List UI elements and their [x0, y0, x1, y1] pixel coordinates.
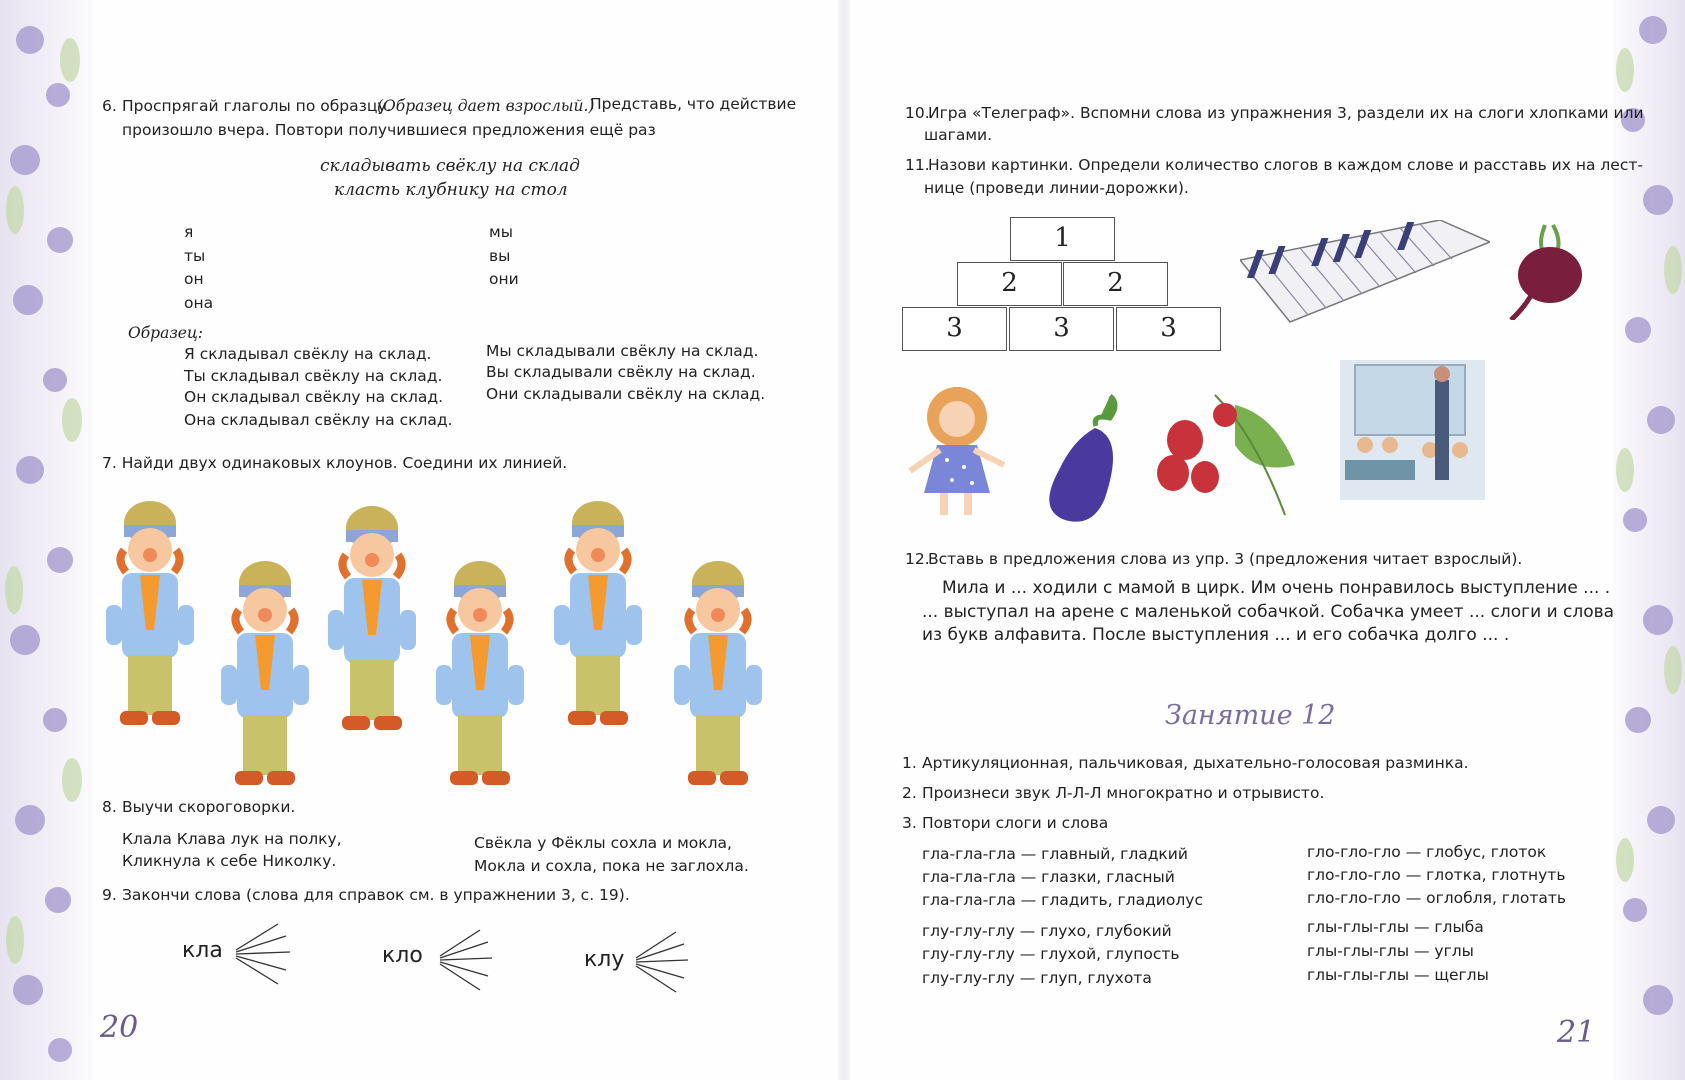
word-arrows-icon [234, 920, 714, 1000]
tongue-twister-1-line: Клала Клава лук на полку, [122, 830, 342, 848]
ex6-instruction: Проспрягай глаголы по образцу. [122, 97, 392, 115]
lesson-title: Занятие 12 [1165, 700, 1336, 731]
ex6-phrase-2: класть клубнику на стол [334, 180, 568, 200]
ex9-instruction: Закончи слова (слова для справок см. в упражнении 3, с. 19). [122, 886, 630, 904]
pronoun-left: он [184, 270, 204, 288]
syllable-line-left: гла-гла-гла — глазки, гласный [922, 868, 1175, 886]
page-number-right: 21 [1557, 1015, 1596, 1050]
gutter [838, 0, 850, 1080]
syllable-line-left: глу-глу-глу — глуп, глухота [922, 969, 1152, 987]
pronoun-right: вы [489, 247, 511, 265]
syllable-line-right: глы-глы-глы — щеглы [1307, 966, 1489, 984]
ex11-instruction: Назови картинки. Определи количество слогов в каждом слове и расставь их на лест- [928, 156, 1643, 174]
ex6-instruction-italic: (Образец дает взрослый.) [377, 97, 595, 115]
syllable-line-right: глы-глы-глы — глыба [1307, 918, 1484, 936]
ex10-number: 10. [905, 104, 930, 122]
syllable-line-right: гло-гло-гло — глотка, глотнуть [1307, 866, 1566, 884]
pronoun-left: ты [184, 247, 206, 265]
syllable-line-left: глу-глу-глу — глухой, глупость [922, 945, 1180, 963]
pronoun-right: они [489, 270, 519, 288]
lesson-item-number: 3. [902, 814, 917, 832]
ex11-instruction-line2: нице (проведи линии-дорожки). [924, 179, 1189, 197]
classroom-icon [1335, 350, 1490, 510]
ex8-instruction: Выучи скороговорки. [122, 798, 296, 816]
stair-step[interactable]: 3 [1116, 307, 1221, 351]
ex6-instruction-end: Представь, что действие [590, 95, 797, 113]
tongue-twister-2-line: Мокла и сохла, пока не заглохла. [474, 857, 749, 875]
clown-2 [221, 561, 309, 785]
syllable-klo: кло [382, 943, 423, 968]
syllable-klu: клу [584, 947, 625, 972]
sample-left-line: Она складывал свёклу на склад. [184, 411, 453, 429]
clown-1 [106, 501, 194, 725]
pronoun-left: она [184, 294, 214, 312]
tongue-twister-2-line: Свёкла у Фёклы сохла и мокла, [474, 834, 732, 852]
ex7-instruction: 7. Найди двух одинаковых клоунов. Соедини их линией. [102, 454, 568, 472]
ex12-instruction: Вставь в предложения слова из упр. 3 (предложения читает взрослый). [928, 550, 1523, 568]
piano-keyboard-icon [1240, 220, 1490, 325]
lesson-item-number: 2. [902, 784, 917, 802]
sample-right-line: Вы складывали свёклу на склад. [486, 363, 756, 381]
lesson-item-number: 1. [902, 754, 917, 772]
clown-3 [328, 506, 416, 730]
ex11-number: 11. [905, 156, 930, 174]
sample-right-line: Мы складывали свёклу на склад. [486, 342, 759, 360]
clown-5 [554, 501, 642, 725]
pronoun-left: я [184, 223, 194, 241]
sample-left-line: Я складывал свёклу на склад. [184, 345, 432, 363]
sample-left-line: Ты складывал свёклу на склад. [184, 367, 443, 385]
stair-step[interactable]: 3 [902, 307, 1007, 351]
ex6-instruction-line2: произошло вчера. Повтори получившиеся предложения ещё раз [122, 121, 656, 139]
page-number-left: 20 [100, 1010, 139, 1045]
pronoun-right: мы [489, 223, 513, 241]
syllable-line-left: гла-гла-гла — гладить, гладиолус [922, 891, 1203, 909]
ex6-phrase-1: складывать свёклу на склад [320, 156, 580, 176]
clown-4 [436, 561, 524, 785]
violets-left-icon [0, 0, 92, 1080]
ex12-text-line: ... выступал на арене с маленькой собачкой. Собачка умеет ... слоги и слова [922, 602, 1615, 622]
ex8-number: 8. [102, 798, 117, 816]
violet-border-left [0, 0, 92, 1080]
stair-step[interactable]: 2 [957, 262, 1062, 306]
syllable-line-right: глы-глы-глы — углы [1307, 942, 1474, 960]
syllable-line-right: гло-гло-гло — глобус, глоток [1307, 843, 1547, 861]
lesson-item-text: Произнеси звук Л-Л-Л многократно и отрывисто. [922, 784, 1325, 802]
syllable-line-left: гла-гла-гла — главный, гладкий [922, 845, 1188, 863]
tongue-twister-1-line: Кликнула к себе Николку. [122, 852, 337, 870]
strawberries-icon [1155, 385, 1310, 525]
syllable-kla: кла [182, 938, 223, 963]
eggplant-icon [1040, 388, 1140, 528]
sample-left-line: Он складывал свёклу на склад. [184, 388, 444, 406]
ex12-number: 12. [905, 550, 930, 568]
lesson-item-text: Артикуляционная, пальчиковая, дыхательно-голосовая разминка. [922, 754, 1469, 772]
sample-right-line: Они складывали свёклу на склад. [486, 385, 766, 403]
ex10-instruction-line2: шагами. [924, 126, 993, 144]
clowns-illustration [100, 490, 780, 785]
ex12-text-line: из букв алфавита. После выступления ... и его собачка долго ... . [922, 625, 1510, 645]
beet-icon [1505, 220, 1595, 320]
doll-icon [902, 375, 1012, 525]
syllable-line-right: гло-гло-гло — оглобля, глотать [1307, 889, 1567, 907]
lesson-item-text: Повтори слоги и слова [922, 814, 1109, 832]
syllable-line-left: глу-глу-глу — глухо, глубокий [922, 922, 1172, 940]
ex9-number: 9. [102, 886, 117, 904]
ex6-number: 6. [102, 97, 117, 115]
stair-step[interactable]: 1 [1010, 217, 1115, 261]
ex12-text-line: Мила и ... ходили с мамой в цирк. Им очень понравилось выступление ... . [942, 578, 1611, 598]
clown-6 [674, 561, 762, 785]
stair-step[interactable]: 2 [1063, 262, 1168, 306]
stair-step[interactable]: 3 [1009, 307, 1114, 351]
sample-label: Образец: [128, 324, 203, 342]
ex10-instruction: Игра «Телеграф». Вспомни слова из упражнения 3, раздели их на слоги хлопками или [928, 104, 1644, 122]
